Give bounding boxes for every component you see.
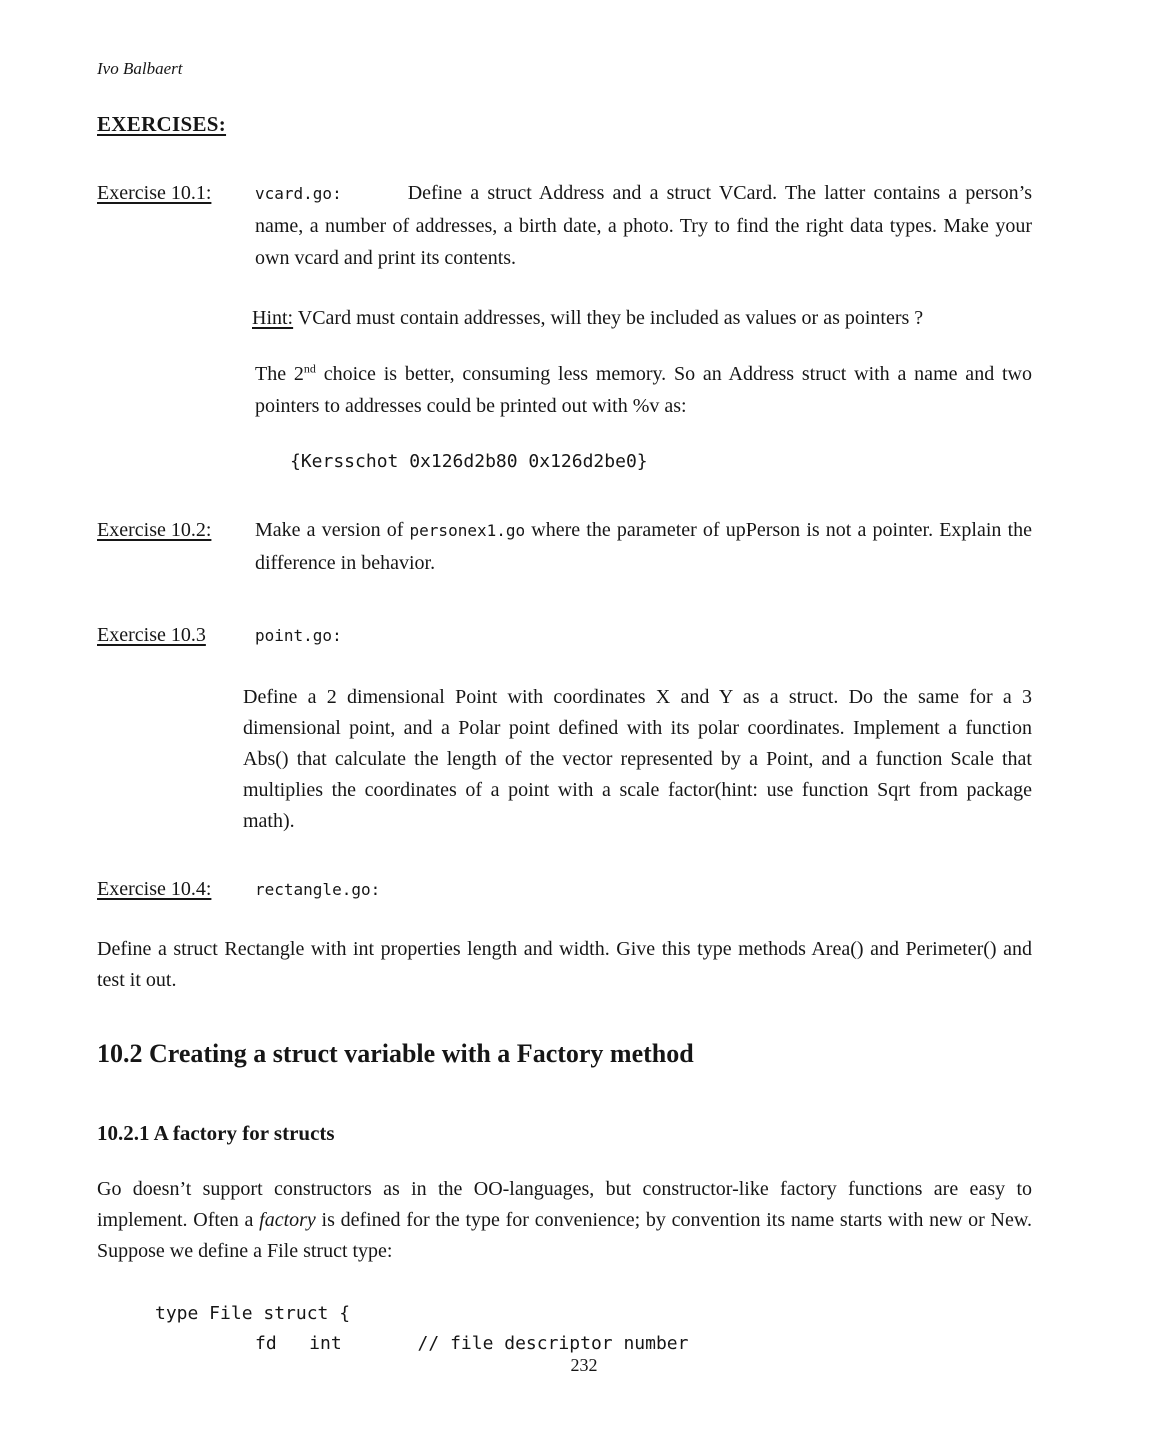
exercise-10-1-content xyxy=(255,177,1032,274)
factory-paragraph-post: is defined for the type for convenience; by convention its name starts with new or New. Suppose we define a File struct type: xyxy=(97,1209,1033,1262)
exercise-10-1 xyxy=(97,177,1032,274)
page-header-author: Ivo Balbaert xyxy=(97,59,183,78)
exercise-10-3-content xyxy=(255,619,1032,652)
exercise-10-4-body: Define a struct Rectangle with int properties length and width. Give this type methods Area() and Perimeter() and test it out. xyxy=(97,938,1032,991)
section-heading: 10.2 Creating a struct variable with a Factory method xyxy=(97,1039,694,1068)
exercise-10-1-hint-label: Hint: xyxy=(252,307,294,329)
exercise-10-3-label-cell xyxy=(97,619,255,652)
exercise-10-1-body: Define a struct Address and a struct VCard. The latter contains a person’s name, a number of addresses, a birth date, a photo. Try to find the right data types. Make your own vcard and print its contents. xyxy=(255,182,1032,269)
code-line-2: fd int // file descriptor number xyxy=(255,1333,689,1354)
file-struct-code-block xyxy=(155,1299,1032,1359)
exercise-10-3-body: Define a 2 dimensional Point with coordinates X and Y as a struct. Do the same for a 3 dimensional point, and a Polar point defined with its polar coordinates. Implement a function Abs() that calculate the length of the vector represented by a Point, and a function Scale that multiplies the coordinates of a point with a scale factor(hint: use function Sqrt from package math). xyxy=(243,686,1032,832)
factory-paragraph xyxy=(97,1174,1032,1267)
exercise-10-4-label-cell xyxy=(97,873,255,906)
exercise-10-1-note-post: choice is better, consuming less memory. So an Address struct with a name and two pointers to addresses could be printed out with %v as: xyxy=(255,363,1033,417)
factory-paragraph-pre: Go doesn’t support constructors as in the OO-languages, but constructor-like factory functions are easy to implement. Often a xyxy=(97,1178,1032,1231)
exercises-heading-row xyxy=(97,112,1032,137)
exercise-10-2-body-pre: Make a version of xyxy=(255,519,410,541)
exercise-10-2-label-cell xyxy=(97,514,255,579)
exercise-10-1-label-cell xyxy=(97,177,255,274)
exercise-10-1-label: Exercise 10.1: xyxy=(97,182,212,204)
exercise-10-1-hint xyxy=(252,302,1032,334)
exercises-heading: EXERCISES: xyxy=(97,112,227,136)
factory-paragraph-italic: factory xyxy=(259,1209,316,1231)
page-number: 232 xyxy=(570,1355,598,1375)
exercise-10-1-note-pre: The 2 xyxy=(255,363,304,385)
exercise-10-2-content xyxy=(255,514,1032,579)
exercise-10-1-hint-body: VCard must contain addresses, will they be included as values or as pointers ? xyxy=(293,307,924,329)
exercise-10-4-content xyxy=(255,873,1032,906)
exercise-10-4-label: Exercise 10.4: xyxy=(97,878,212,900)
exercise-10-2 xyxy=(97,514,1032,579)
exercise-10-3-header xyxy=(97,619,1032,652)
exercise-10-2-body-post: where the parameter of upPerson is not a pointer. Explain the difference in behavior. xyxy=(255,519,1033,574)
exercise-10-2-label: Exercise 10.2: xyxy=(97,519,212,541)
exercise-10-1-filename: vcard.go: xyxy=(255,184,342,203)
subsection-heading: 10.2.1 A factory for structs xyxy=(97,1121,335,1145)
exercise-10-1-code-output: {Kersschot 0x126d2b80 0x126d2be0} xyxy=(290,451,648,472)
exercise-10-4-filename: rectangle.go: xyxy=(255,880,381,899)
exercise-10-1-note xyxy=(255,358,1032,422)
code-line-1: type File struct { xyxy=(155,1303,351,1324)
exercise-10-2-inline-filename: personex1.go xyxy=(409,521,526,540)
exercise-10-4-header xyxy=(97,873,1032,906)
exercise-10-3-label: Exercise 10.3 xyxy=(97,624,206,646)
exercise-10-1-note-superscript: nd xyxy=(303,361,316,376)
exercise-10-3-filename: point.go: xyxy=(255,626,342,645)
